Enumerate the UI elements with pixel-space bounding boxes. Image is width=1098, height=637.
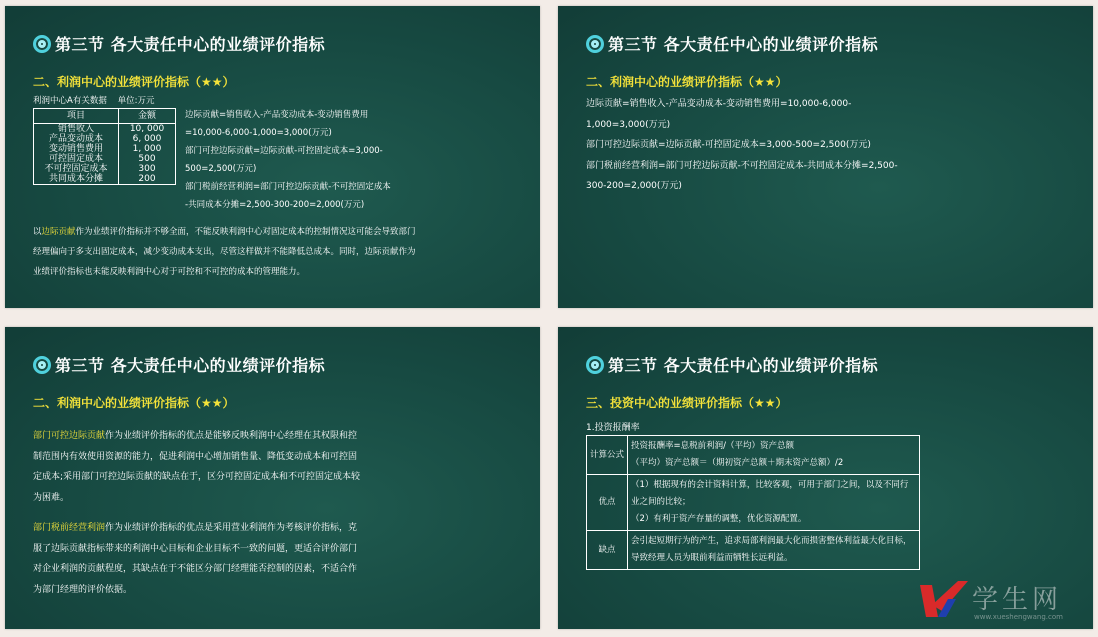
table-cell: 产品变动成本 [48,134,103,144]
table-cell-line: 会引起短期行为的产生，追求局部利润最大化而损害整体利益最大化目标，导致经理人员为眼前利益而牺牲长远利益。 [631,536,912,563]
logo-text: 学生网 [972,585,1063,615]
slide-2[interactable] [558,6,1093,308]
table-cell: 200 [138,174,156,184]
calc-line: 部门可控边际贡献=边际贡献-可控固定成本=3,000-500=2,500(万元) [586,140,871,150]
calc-line: 300-200=2,000(万元) [586,181,682,191]
calculation-block [185,106,535,214]
item-cell [34,124,119,185]
row-content [628,531,920,570]
slide-subtitle: 二、利润中心的业绩评价指标（★★） [33,396,235,410]
table-caption: 利润中心A有关数据 单位:万元 [33,96,155,106]
slide-subtitle: 二、利润中心的业绩评价指标（★★） [586,75,788,89]
bullet-ring-icon [33,35,51,53]
slide-1[interactable] [5,6,540,308]
table-cell: 300 [138,164,156,174]
table-cell: 销售收入 [57,124,94,134]
slide-title-text: 第三节 各大责任中心的业绩评价指标 [55,35,326,54]
calculation-block [586,94,986,197]
table-cell: 1, 000 [132,144,162,154]
watermark-logo [912,577,1087,627]
table-cell-line: （平均）资产总额＝（期初资产总额＋期末资产总额）/2 [631,458,844,468]
slide-title-text: 第三节 各大责任中心的业绩评价指标 [55,356,326,375]
calc-line: 1,000=3,000(万元) [586,119,671,130]
highlight-term: 边际贡献 [41,227,76,237]
calc-line: =10,000-6,000-1,000=3,000(万元) [185,128,332,138]
para-text: 作为业绩评价指标并不够全面，不能反映利润中心对固定成本的控制情况这可能会导致部门经理偏向于多支出固定成本，减少变动成本支出，尽管这样做并不能降低总成本。同时，边际贡献作为业绩评价指标也未能反映利润中心对于可控和不可控的成本的管理能力。 [33,227,416,277]
table-cell-line: 投资报酬率=息税前利润/（平均）资产总额 [631,441,794,451]
row-content [628,475,920,531]
row-header: 优点 [587,475,628,531]
calc-line: 部门税前经营利润=部门可控边际贡献-不可控固定成本 [185,182,391,192]
table-row [587,436,920,475]
row-header: 缺点 [587,531,628,570]
table-header: 项目 [34,109,119,124]
slide-3[interactable] [5,327,540,629]
table-row [587,475,920,531]
table-header: 金额 [119,109,176,124]
bullet-ring-icon [586,35,604,53]
explanation-paragraph [33,222,418,282]
calc-line: 边际贡献=销售收入-产品变动成本-变动销售费用 [185,110,369,120]
table-cell-line: （2）有利于资产存量的调整，优化资源配置。 [631,514,807,524]
table-cell: 不可控固定成本 [44,164,108,174]
table-cell: 共同成本分摊 [48,174,103,184]
para-text: 作为业绩评价指标的优点是能够反映利润中心经理在其权限和控制范围内有效使用资源的能力，促进利润中心增加销售量、降低变动成本和可控固定成本;采用部门可控边际贡献的缺点在于，区分可控固定成本和不可控固定成本较为困难。 [33,431,361,503]
table-cell: 10, 000 [129,124,165,134]
calc-line: 部门可控边际贡献=边际贡献-可控固定成本=3,000- [185,146,383,156]
table-cell: 变动销售费用 [48,144,103,154]
table-cell: 可控固定成本 [48,154,103,164]
table-cell: 500 [138,154,156,164]
slide-title [33,32,325,55]
paragraph-1 [33,426,361,508]
para-text: 作为业绩评价指标的优点是采用营业利润作为考核评价指标，克服了边际贡献指标带来的利润中心目标和企业目标不一致的问题，更适合评价部门对企业利润的贡献程度，其缺点在于不能区分部门经理能否控制的因素，不适合作为部门经理的评价依据。 [33,523,358,595]
slide-title [33,353,325,376]
amount-cell [119,124,176,185]
profit-center-table [33,108,176,185]
highlight-term: 部门可控边际贡献 [33,431,106,441]
bullet-ring-icon [586,356,604,374]
table-cell-line: （1）根据现有的会计资料计算，比较客观，可用于部门之间，以及不同行业之间的比较； [631,480,909,507]
paragraph-2 [33,518,361,600]
slide-title-text: 第三节 各大责任中心的业绩评价指标 [608,356,879,375]
roi-table [586,435,920,570]
calc-line: 500=2,500(万元) [185,164,257,174]
row-header: 计算公式 [587,436,628,475]
table-row [587,531,920,570]
slide-4[interactable] [558,327,1093,629]
logo-url: www.xueshengwang.com [974,613,1063,621]
calc-line: 部门税前经营利润=部门可控边际贡献-不可控固定成本-共同成本分摊=2,500- [586,160,898,171]
section-label: 1.投资报酬率 [586,423,640,433]
slide-title [586,353,878,376]
slide-title-text: 第三节 各大责任中心的业绩评价指标 [608,35,879,54]
calc-line: 边际贡献=销售收入-产品变动成本-变动销售费用=10,000-6,000- [586,99,852,109]
bullet-ring-icon [33,356,51,374]
slide-subtitle: 二、利润中心的业绩评价指标（★★） [33,75,235,89]
para-text: 以 [33,227,42,237]
highlight-term: 部门税前经营利润 [33,523,106,533]
row-content [628,436,920,475]
calc-line: -共同成本分摊=2,500-300-200=2,000(万元) [185,200,365,210]
slide-subtitle: 三、投资中心的业绩评价指标（★★） [586,396,788,410]
table-cell: 6, 000 [132,134,162,144]
slide-title [586,32,878,55]
